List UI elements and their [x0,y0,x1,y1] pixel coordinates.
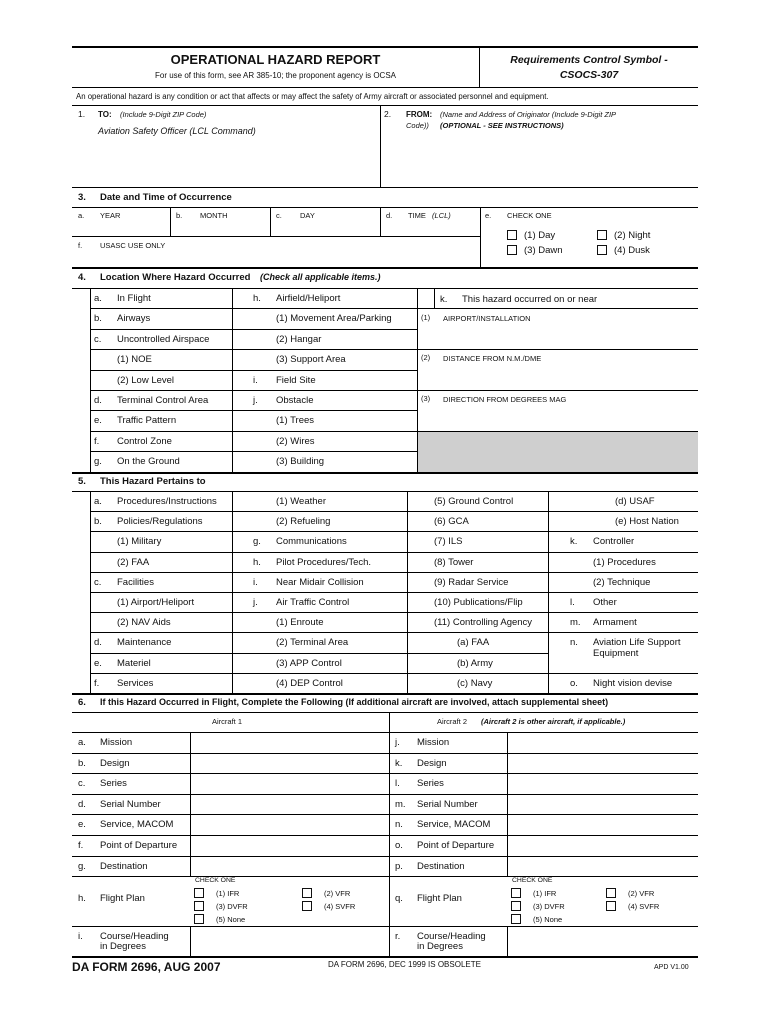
q-letter: q. [395,893,403,904]
row-line [90,308,232,309]
to-hint: (Include 9-Digit ZIP Code) [120,110,207,119]
aircraft2-label: Aircraft 2 [437,717,468,726]
pert-letter: n. [570,637,578,649]
col-line [417,288,418,472]
row-line [232,308,417,309]
pert-item[interactable]: Night vision devise [593,677,673,689]
flight-plan-label-2: Flight Plan [417,893,462,904]
fp1-dvfr-checkbox[interactable] [194,901,204,911]
ac2-label: Serial Number [417,798,478,810]
pert-item[interactable]: Facilities [117,576,154,588]
pert-item[interactable]: Maintenance [117,637,172,649]
pert-letter: e. [94,657,102,669]
pert-item[interactable]: (2) NAV Aids [117,617,171,629]
fp1-ifr-checkbox[interactable] [194,888,204,898]
apd-version: APD V1.00 [654,964,689,971]
row-line [90,531,548,532]
col-line [232,491,233,693]
year-label: YEAR [100,211,121,220]
fp1-svfr: (4) SVFR [324,902,356,911]
from-hint-2: Code)) [406,121,429,130]
pert-item[interactable]: (d) USAF [615,496,655,507]
row-line [90,572,548,573]
sec3-num: 3. [78,192,86,203]
row-line [417,308,698,309]
day-field[interactable] [271,220,379,236]
ac2-letter: m. [395,798,406,810]
loc--1-trees[interactable]: (1) Trees [276,415,315,427]
check-one-label: CHECK ONE [507,211,552,220]
time-field[interactable] [381,220,479,236]
loc-letter: e. [94,415,102,427]
ac2-letter: o. [395,840,403,851]
sec5-num: 5. [78,476,86,487]
pert-item[interactable]: (3) APP Control [276,657,342,669]
ac2-field[interactable] [508,733,698,753]
fp1-vfr-checkbox[interactable] [302,888,312,898]
shaded-area [417,431,698,472]
pert-item[interactable]: (a) FAA [457,637,490,649]
obsolete-note: DA FORM 2696, DEC 1999 IS OBSOLETE [328,960,481,969]
pert-item[interactable]: Services [117,677,154,689]
col-line [90,288,91,472]
fp1-dvfr: (3) DVFR [216,902,248,911]
pert-letter: h. [253,556,261,568]
month-letter: b. [176,211,183,220]
loc-traffic-pattern[interactable]: Traffic Pattern [117,415,177,427]
dawn-checkbox[interactable] [507,245,517,255]
usasc-label: USASC USE ONLY [100,241,166,250]
ac1-field[interactable] [191,754,388,774]
pert-item[interactable]: (11) Controlling Agency [434,617,533,629]
course1-label-a: Course/Heading [100,931,169,942]
fp2-svfr-checkbox[interactable] [606,901,616,911]
ac1-label: Destination [100,860,148,872]
ac2-label: Mission [417,737,450,748]
pert-item[interactable]: (2) Terminal Area [276,637,349,649]
row-line [90,349,232,350]
row-line [548,673,698,674]
fp2-none: (5) None [533,915,563,924]
row-line [548,552,698,553]
ac2-letter: p. [395,860,403,872]
fp2-check-one: CHECK ONE [512,877,553,884]
loc-obstacle[interactable]: Obstacle [276,395,314,406]
sec6-num: 6. [78,697,86,708]
row-line [232,410,417,411]
pert-item[interactable]: (7) ILS [434,536,463,548]
loc--3-support-area[interactable]: (3) Support Area [276,354,346,366]
row-line [90,592,548,593]
row-line [232,349,417,350]
ac2-label: Point of Departure [417,840,495,851]
ac2-letter: n. [395,819,403,831]
k-text: This hazard occurred on or near [462,294,598,305]
pert-letter: i. [253,576,258,588]
pert-letter: o. [570,677,578,689]
row-line [90,653,548,654]
ac2-letter: l. [395,778,400,790]
pert-item[interactable]: Armament [593,617,637,629]
pert-item[interactable]: Near Midair Collision [276,576,364,588]
definition-text: An operational hazard is any condition or act that affects or may affect the safety of Army aircraft or associated personnel and equipment. [76,92,549,101]
fp1-none-checkbox[interactable] [194,914,204,924]
loc-letter: c. [94,333,102,345]
pert-letter: j. [253,597,258,608]
loc--2-wires[interactable]: (2) Wires [276,435,315,447]
ac1-letter: d. [78,798,86,810]
pert-item[interactable]: (5) Ground Control [434,496,514,507]
pert-item[interactable]: (9) Radar Service [434,576,509,588]
ac1-label: Service, MACOM [100,819,174,831]
col-line [90,491,91,693]
loc--2-hangar[interactable]: (2) Hangar [276,333,322,345]
ac1-field[interactable] [191,733,388,753]
pert-item[interactable]: (2) Refueling [276,516,331,528]
row-line [232,431,417,432]
row-line [232,390,417,391]
flight-plan-label-1: Flight Plan [100,893,145,904]
pert-item[interactable]: (10) Publications/Flip [434,597,523,608]
ac1-field[interactable] [191,836,388,856]
fp2-none-checkbox[interactable] [511,914,521,924]
ac1-field[interactable] [191,795,388,815]
loc-uncontrolled-airspace[interactable]: Uncontrolled Airspace [117,333,210,345]
pert-item[interactable]: (2) FAA [117,556,150,568]
pert-item[interactable]: (8) Tower [434,556,474,568]
k1-num: (1) [421,313,431,322]
row-line [417,349,698,350]
sec6-title: If this Hazard Occurred in Flight, Complete the Following (If additional aircraft are involved, attach supplemental sheet) [100,697,609,707]
loc--3-building[interactable]: (3) Building [276,456,325,468]
pert-item[interactable]: Communications [276,536,347,548]
fp2-svfr: (4) SVFR [628,902,660,911]
row-line [417,431,698,432]
month-field[interactable] [171,220,269,236]
pert-item[interactable]: (1) Weather [276,496,326,507]
col-line [232,288,233,472]
loc-letter: a. [94,293,102,304]
pert-item[interactable]: Procedures/Instructions [117,496,217,507]
time-letter: d. [386,211,393,220]
sec3-title: Date and Time of Occurrence [100,192,232,203]
pert-item[interactable]: Aviation Life Support [593,637,681,649]
ac2-field[interactable] [508,774,698,794]
ac1-letter: c. [78,778,86,790]
row-line [417,390,698,391]
pert-item[interactable]: (6) GCA [434,516,469,528]
pert-item[interactable]: Policies/Regulations [117,516,203,528]
pert-letter: l. [570,597,575,608]
pert-item: Equipment [593,647,639,659]
from-hint-3: (OPTIONAL - SEE INSTRUCTIONS) [440,121,564,130]
ac1-field[interactable] [191,857,388,877]
row-line [232,451,417,452]
row-line [90,511,548,512]
k3-num: (3) [421,394,431,403]
ac2-label: Series [417,778,444,790]
row-line [90,632,548,633]
course1-field[interactable] [191,927,388,956]
form-subtitle: For use of this form, see AR 385-10; the proponent agency is OCSA [154,71,396,80]
loc-letter: b. [94,313,102,325]
row-line [90,410,232,411]
from-hint-1: (Name and Address of Originator (Include 9-Digit ZIP [440,110,617,119]
row-line [548,511,698,512]
time-lcl: (LCL) [432,211,451,220]
ac1-label: Design [100,757,130,769]
row-line [90,329,232,330]
day-option: (1) Day [524,230,556,241]
col-line [548,491,549,693]
pert-item[interactable]: (c) Navy [457,677,493,689]
month-label: MONTH [200,211,228,220]
row-line [548,531,698,532]
ac2-field[interactable] [508,836,698,856]
to-field[interactable]: Aviation Safety Officer (LCL Command) [98,126,256,136]
loc-airfield-heliport[interactable]: Airfield/Heliport [276,293,341,304]
row-line [72,876,698,877]
fp2-ifr-checkbox[interactable] [511,888,521,898]
loc--1-noe[interactable]: (1) NOE [117,354,152,366]
ac1-letter: a. [78,737,86,748]
pert-item[interactable]: Pilot Procedures/Tech. [276,556,372,568]
pert-letter: g. [253,536,261,548]
course1-label-b: in Degrees [100,941,146,952]
ac1-field[interactable] [191,774,388,794]
loc-airways[interactable]: Airways [117,313,151,325]
loc-letter: g. [94,456,102,468]
ac1-label: Mission [100,737,133,748]
rcs-code: CSOCS-307 [559,69,619,81]
block2-num: 2. [384,109,392,119]
form-title: OPERATIONAL HAZARD REPORT [170,52,381,67]
ac2-letter: k. [395,757,403,769]
usasc-letter: f. [78,241,83,250]
direction-label: DIRECTION FROM DEGREES MAG [443,395,567,404]
pert-item[interactable]: (1) Enroute [276,617,324,629]
pert-item[interactable]: (4) DEP Control [276,677,343,689]
sec4-hint: (Check all applicable items.) [260,272,381,282]
fp2-dvfr-checkbox[interactable] [511,901,521,911]
aircraft1-label: Aircraft 1 [212,717,243,726]
loc-control-zone[interactable]: Control Zone [117,435,172,447]
ac2-field[interactable] [508,795,698,815]
pert-letter: d. [94,637,102,649]
pert-item[interactable]: Other [593,597,617,608]
pert-letter: f. [94,677,100,689]
pert-item[interactable]: Materiel [117,657,151,669]
hazard-report-form [72,46,698,978]
ac2-field[interactable] [508,815,698,835]
pert-letter: c. [94,576,102,588]
col-line [507,732,508,876]
loc-letter: f. [94,435,100,447]
ac2-label: Destination [417,860,465,872]
aircraft2-hint: (Aircraft 2 is other aircraft, if applicable.) [481,717,626,726]
row-line [548,572,698,573]
pert-letter: k. [570,536,578,548]
row-line [232,370,417,371]
row-line [548,632,698,633]
fp1-svfr-checkbox[interactable] [302,901,312,911]
sec4-num: 4. [78,272,86,283]
row-line [90,451,232,452]
fp1-ifr: (1) IFR [216,889,240,898]
pert-letter: a. [94,496,102,507]
h-letter: h. [78,893,86,904]
ac1-label: Series [100,778,127,790]
pert-letter: m. [570,617,581,629]
col-line [407,491,408,693]
ac2-letter: j. [395,737,400,748]
loc-on-the-ground[interactable]: On the Ground [117,456,180,468]
pert-item[interactable]: (1) Procedures [593,556,656,568]
fp2-dvfr: (3) DVFR [533,902,565,911]
distance-label: DISTANCE FROM N.M./DME [443,354,542,363]
from-label: FROM: [406,110,433,119]
day-letter: c. [276,211,282,220]
pert-item[interactable]: Air Traffic Control [276,597,350,608]
dusk-checkbox[interactable] [597,245,607,255]
row-line [232,329,417,330]
ac1-label: Point of Departure [100,840,178,851]
row-line [90,673,548,674]
col-line [434,288,435,308]
row-line [548,612,698,613]
row-line [90,612,548,613]
day-checkbox[interactable] [507,230,517,240]
ac2-label: Design [417,757,447,769]
loc-in-flight[interactable]: In Flight [117,293,151,304]
airport-label: AIRPORT/INSTALLATION [443,314,531,323]
row-line [548,592,698,593]
form-number: DA FORM 2696, AUG 2007 [72,960,221,974]
row-line [90,552,548,553]
r-letter: r. [395,931,401,942]
fp2-vfr: (2) VFR [628,889,655,898]
pert-item[interactable]: (2) Technique [593,576,651,588]
row-line [90,390,232,391]
dusk-option: (4) Dusk [614,245,650,256]
block1-num: 1. [78,109,86,119]
ac2-field[interactable] [508,754,698,774]
ac1-letter: f. [78,840,84,851]
ac2-field[interactable] [508,857,698,877]
loc-letter: j. [253,395,258,406]
k-letter: k. [440,294,448,305]
year-letter: a. [78,211,85,220]
loc-field-site[interactable]: Field Site [276,374,316,386]
loc-letter: h. [253,293,261,304]
fp1-vfr: (2) VFR [324,889,351,898]
sec4-title: Location Where Hazard Occurred [100,272,251,283]
fp2-vfr-checkbox[interactable] [606,888,616,898]
sec5-title: This Hazard Pertains to [100,476,206,487]
pert-item[interactable]: (b) Army [457,657,493,669]
col-line [190,732,191,876]
pert-letter: b. [94,516,102,528]
night-option: (2) Night [614,230,651,241]
year-field[interactable] [73,220,169,236]
fp2-ifr: (1) IFR [533,889,557,898]
loc-terminal-control-area[interactable]: Terminal Control Area [117,395,209,406]
check-letter: e. [485,211,492,220]
pert-item[interactable]: Controller [593,536,635,548]
ac1-letter: g. [78,860,86,872]
loc-letter: i. [253,374,258,386]
pert-item[interactable]: (e) Host Nation [615,516,679,528]
i-letter: i. [78,931,83,942]
ac1-field[interactable] [191,815,388,835]
dawn-option: (3) Dawn [524,245,563,256]
loc--2-low-level[interactable]: (2) Low Level [117,374,175,386]
pert-item[interactable]: (1) Airport/Heliport [117,597,195,608]
to-label: TO: [98,110,112,119]
loc--1-movement-area-parking[interactable]: (1) Movement Area/Parking [276,313,392,325]
k2-num: (2) [421,353,431,362]
ac1-letter: e. [78,819,86,831]
course2-field[interactable] [508,927,698,956]
fp1-none: (5) None [216,915,246,924]
loc-letter: d. [94,395,102,406]
time-label: TIME [408,211,426,220]
pert-item[interactable]: (1) Military [117,536,162,548]
ac1-letter: b. [78,757,86,769]
night-checkbox[interactable] [597,230,607,240]
row-line [90,370,232,371]
course2-label-b: in Degrees [417,941,463,952]
rcs-label: Requirements Control Symbol - [510,54,668,66]
day-label: DAY [300,211,315,220]
course2-label-a: Course/Heading [417,931,486,942]
fp1-check-one: CHECK ONE [195,877,236,884]
row-line [90,431,232,432]
ac2-label: Service, MACOM [417,819,491,831]
ac1-label: Serial Number [100,798,161,810]
from-field[interactable] [381,134,698,186]
